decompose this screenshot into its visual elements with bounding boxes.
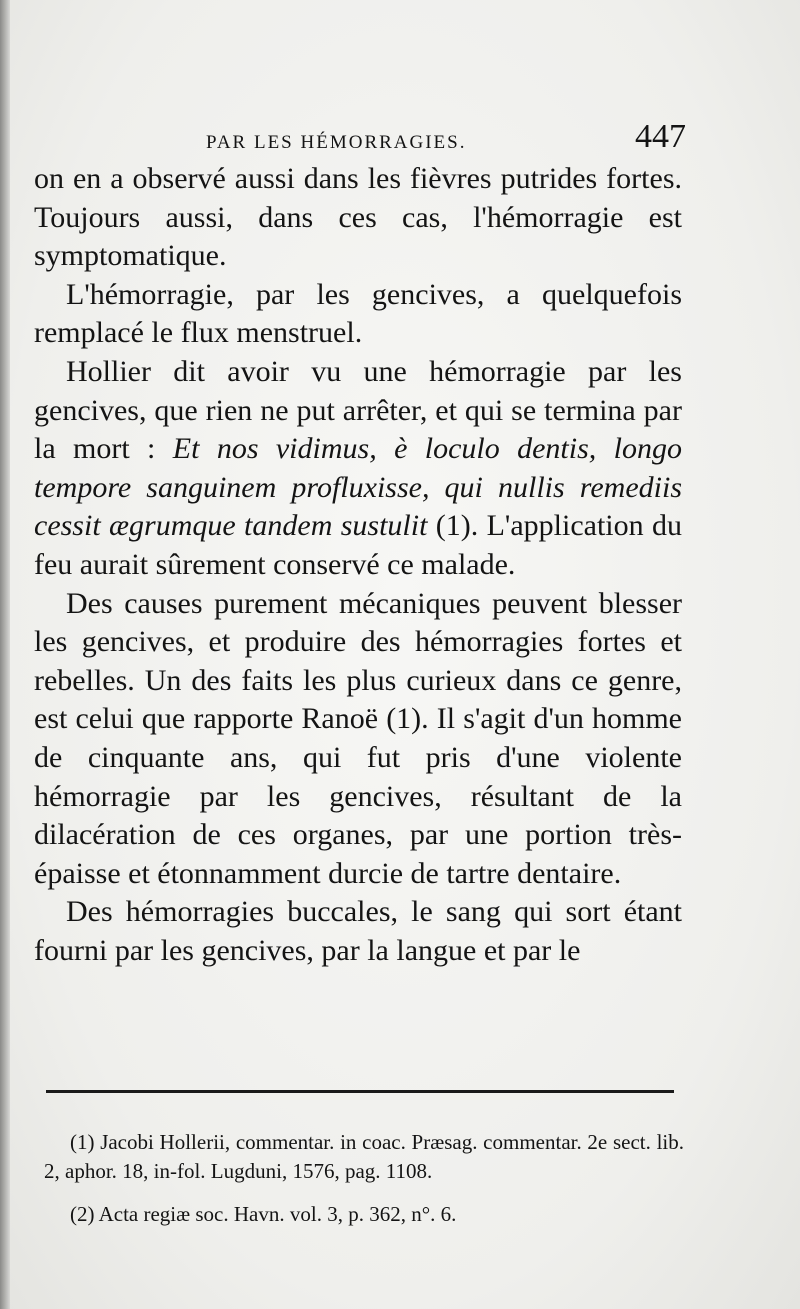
running-head: PAR LES HÉMORRAGIES. [206,132,467,153]
body-text [34,160,682,970]
paragraph-text: Hollier dit avoir vu une hémorragie par les gencives, que rien ne put arrêter, et qui se termina par la mort : [34,354,682,466]
paragraph: Des hémorragies buccales, le sang qui sort étant fourni par les gencives, par la langue et par le [34,895,682,967]
paragraph-hollier [34,353,682,585]
paragraph: L'hémorragie, par les gencives, a quelquefois remplacé le flux menstruel. [34,277,682,350]
page-edge-shadow [0,0,10,1309]
page-header [206,118,686,158]
latin-quotation: Et nos vidimus, è loculo dentis, longo tempore sanguinem profluxisse, qui nullis remediis cessit ægrumque tandem sustulit [34,432,682,543]
footnote: (2) Acta regiæ soc. Havn. vol. 3, p. 362, n°. 6. [70,1202,457,1226]
paragraph-continued: on en a observé aussi dans les fièvres putrides fortes. Toujours aussi, dans ces cas, l'hémorragie est symptomatique. [34,162,682,273]
footnotes [44,1128,684,1229]
footnote: (1) Jacobi Hollerii, commentar. in coac. Præsag. commentar. 2e sect. lib. 2, aphor. 18, in-fol. Lugduni, 1576, pag. 1108. [44,1130,684,1183]
footnote-rule [46,1090,674,1093]
page-number: 447 [635,118,686,155]
paragraph-text: (1). L'application du feu aurait sûrement conservé ce malade. [34,509,682,581]
paragraph: Des causes purement mécaniques peuvent blesser les gencives, et produire des hémorragies fortes et rebelles. Un des faits les plus curieux dans ce genre, est celui que rapporte Ranoë (1). Il s'agit d'un homme de cinquante ans, qui fut pris d'une violente hémorragie par les gencives, résultant de la dilacération de ces organes, par une portion très-épaisse et étonnamment durcie de tartre dentaire. [34,586,682,890]
